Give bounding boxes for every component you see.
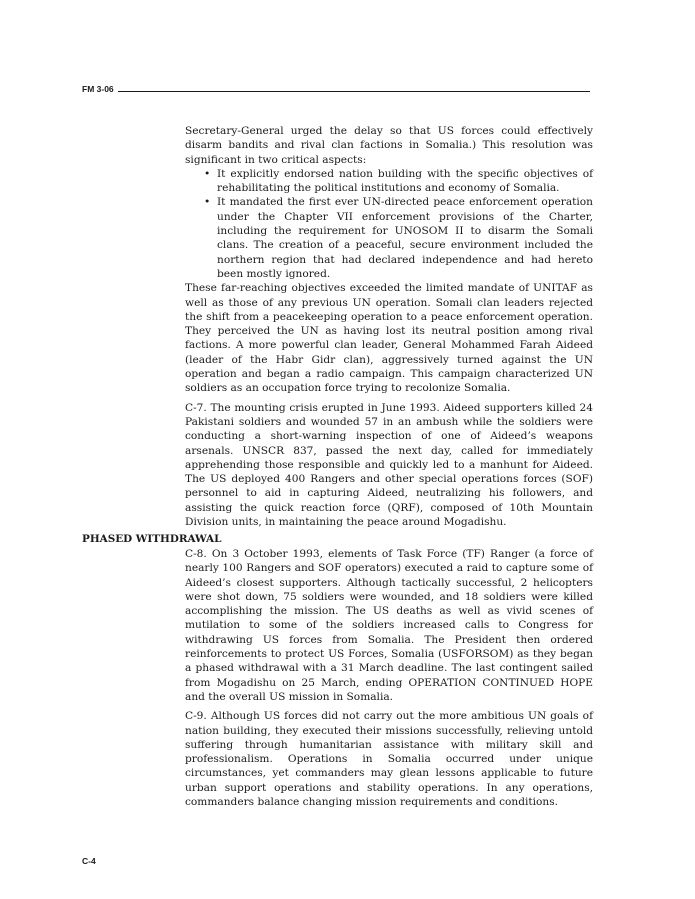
paragraph-c7: C-7. The mounting crisis erupted in June 1993. Aideed supporters killed 24 Pakistani soldiers and wounded 57 in an ambush while the soldiers were conducting a short-warning inspection of one of Aideed’s weapons arsenals. UNSCR 837, passed the next day, called for immediately apprehending those responsible and quickly led to a manhunt for Aideed. The US deployed 400 Rangers and other special operations forces (SOF) personnel to aid in capturing Aideed, neutralizing his followers, and assisting the quick reaction force (QRF), composed of 10th Mountain Division units, in maintaining the peace around Mogadishu. <box>185 401 593 529</box>
bullet-item: • It explicitly endorsed nation building with the specific objectives of rehabilitating the political institutions and economy of Somalia. <box>185 167 593 196</box>
running-header <box>82 84 590 94</box>
bullet-item: • It mandated the first ever UN-directed peace enforcement operation under the Chapter VII enforcement provisions of the Charter, including the requirement for UNOSOM II to disarm the Somali clans. The creation of a peaceful, secure environment included the northern region that had declared independence and had hereto been mostly ignored. <box>185 195 593 281</box>
header-label: FM 3-06 <box>82 84 114 94</box>
paragraph-objectives: These far-reaching objectives exceeded the limited mandate of UNITAF as well as those of any previous UN operation. Somali clan leaders rejected the shift from a peacekeeping operation to a peace enforcement operation. They perceived the UN as having lost its neutral position among rival factions. A more powerful clan leader, General Mohammed Farah Aideed (leader of the Habr Gidr clan), aggressively turned against the UN operation and began a radio campaign. This campaign characterized UN soldiers as an occupation force trying to recolonize Somalia. <box>185 282 593 395</box>
paragraph-c9: C-9. Although US forces did not carry out the more ambitious UN goals of nation building, they executed their missions successfully, relieving untold suffering through humanitarian assistance with military skill and professionalism. Operations in Somalia occurred under unique circumstances, yet commanders may glean lessons applicable to future urban support operations and stability operations. In any operations, commanders balance changing mission requirements and conditions. <box>185 710 593 809</box>
upper-text-block <box>185 124 593 529</box>
paragraph-c8: C-8. On 3 October 1993, elements of Task Force (TF) Ranger (a force of nearly 100 Rangers and SOF operators) executed a raid to capture some of Aideed’s closest supporters. Although tactically successful, 2 helicopters were shot down, 75 soldiers were wounded, and 18 soldiers were killed accomplishing the mission. The US deaths as well as vivid scenes of mutilation to some of the soldiers increased calls to Congress for withdrawing US forces from Somalia. The President then ordered reinforcements to protect US Forces, Somalia (USFORSOM) as they began a phased withdrawal with a 31 March deadline. The last contingent sailed from Mogadishu on 25 March, ending OPERATION CONTINUED HOPE and the overall US mission in Somalia. <box>185 548 593 703</box>
lower-text-block <box>185 547 593 809</box>
intro-paragraph: Secretary-General urged the delay so that US forces could effectively disarm bandits and rival clan factions in Somalia.) This resolution was significant in two critical aspects: <box>185 125 593 166</box>
bullet-list <box>185 167 593 281</box>
section-heading-phased-withdrawal: PHASED WITHDRAWAL <box>82 533 222 545</box>
page-number: C-4 <box>82 856 96 866</box>
header-rule <box>118 91 590 92</box>
